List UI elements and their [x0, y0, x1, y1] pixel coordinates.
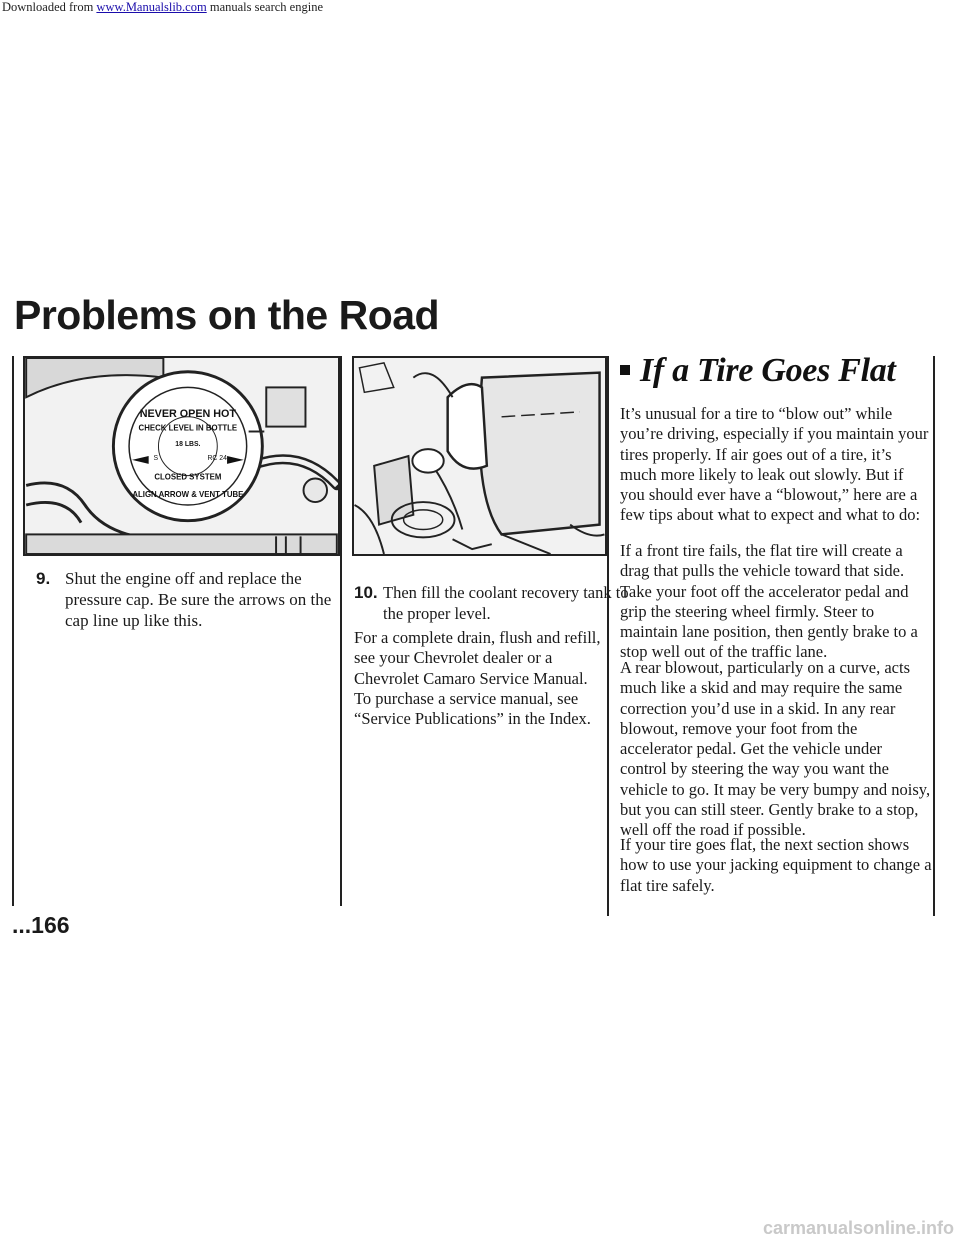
step-10-text: Then fill the coolant recovery tank to the proper level. — [383, 583, 629, 623]
pressure-cap-drawing — [25, 358, 338, 554]
page-number: ...166 — [12, 912, 70, 938]
banner-prefix: Downloaded from — [2, 0, 97, 14]
svg-text:CLOSED SYSTEM: CLOSED SYSTEM — [154, 472, 222, 482]
heading-bullet-icon — [620, 365, 630, 375]
svg-text:ALIGN ARROW & VENT TUBE: ALIGN ARROW & VENT TUBE — [132, 490, 244, 500]
step-9-text: Shut the engine off and replace the pressure cap. Be sure the arrows on the cap line up like this. — [65, 569, 332, 630]
step-9-number: 9. — [36, 569, 51, 588]
flat-tire-paragraph-2: If a front tire fails, the flat tire will create a drag that pulls the vehicle toward that side. Take your foot off the accelerator pedal and grip the steering wheel firmly. Steer to maintain lane position, then gently brake to a stop well out of the traffic lane. — [620, 541, 918, 662]
coolant-fill-illustration — [352, 356, 607, 556]
manualslib-link[interactable]: www.Manualslib.com — [96, 0, 207, 14]
banner-suffix: manuals search engine — [206, 0, 323, 14]
svg-text:NEVER OPEN HOT: NEVER OPEN HOT — [139, 407, 237, 420]
column-rule-left — [12, 356, 14, 906]
flat-tire-paragraph-4: If your tire goes flat, the next section shows how to use your jacking equipment to change a flat tire safely. — [620, 835, 932, 895]
svg-text:S: S — [153, 454, 159, 462]
service-manual-paragraph: For a complete drain, flush and refill, see your Chevrolet dealer or a Chevrolet Camaro Service Manual. To purchase a service manual, see “Service Publications” in the Index. — [354, 628, 601, 729]
column-rule-far-right — [933, 356, 935, 916]
watermark-logo: carmanualsonline.info — [762, 1218, 954, 1238]
flat-tire-paragraph-1: It’s unusual for a tire to “blow out” while you’re driving, especially if you maintain your tires properly. If air goes out of a tire, it’s much more likely to leak out slowly. But if you should ever have a “blowout,” here are a few tips about what to expect and what to do: — [620, 404, 929, 525]
page-title: Problems on the Road — [14, 292, 440, 338]
svg-text:CHECK LEVEL IN BOTTLE: CHECK LEVEL IN BOTTLE — [138, 423, 238, 433]
svg-text:RC 24: RC 24 — [207, 454, 227, 462]
column-rule-right — [607, 356, 609, 916]
pressure-cap-illustration — [23, 356, 340, 556]
coolant-fill-drawing — [354, 358, 605, 554]
download-banner — [0, 0, 960, 14]
column-rule-middle — [340, 356, 342, 906]
section-heading — [620, 352, 896, 390]
step-9 — [36, 568, 359, 631]
svg-text:18 LBS.: 18 LBS. — [175, 441, 201, 449]
step-10 — [354, 582, 633, 624]
step-10-number: 10. — [354, 583, 378, 602]
flat-tire-paragraph-3: A rear blowout, particularly on a curve, acts much like a skid and may require the same correction you’d use in a skid. In any rear blowout, remove your foot from the accelerator pedal. Get the vehicle under control by steering the way you want the vehicle to go. It may be very bumpy and noisy, but you can still steer. Gently brake to a stop, well off the road if possible. — [620, 658, 931, 840]
section-heading-text: If a Tire Goes Flat — [640, 352, 896, 389]
